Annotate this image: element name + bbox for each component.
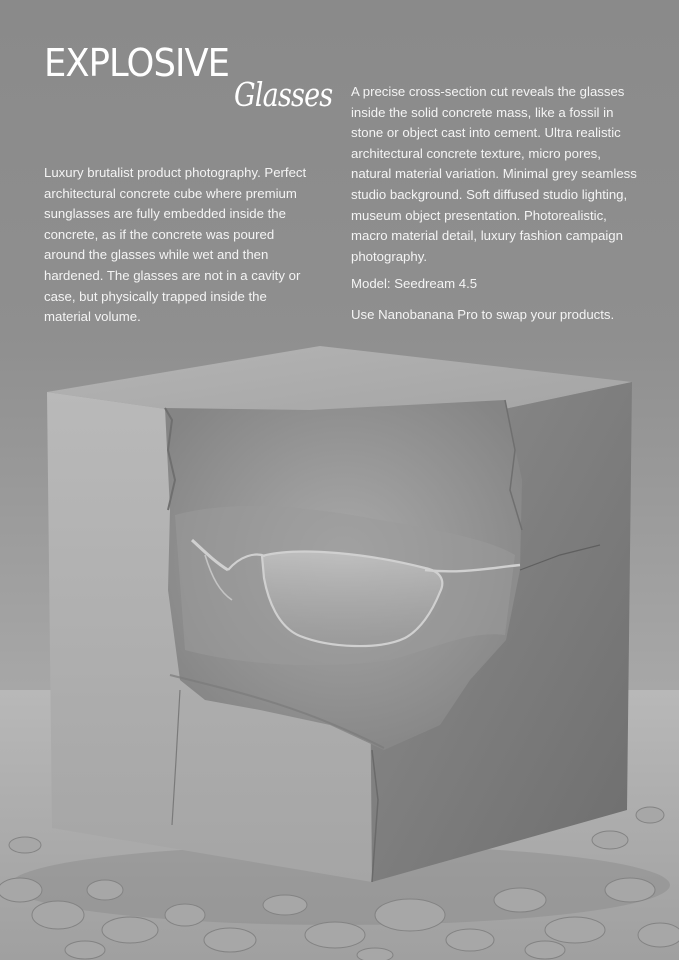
title-explosive: EXPLOSIVE xyxy=(44,41,230,85)
concrete-cube-photo xyxy=(0,330,679,960)
prompt-text-right: A precise cross-section cut reveals the glasses inside the solid concrete mass, like a fossil in stone or object cast into cement. Ultra realistic architectural concrete texture, micro pores, natural material variation. Minimal grey seamless studio background. Soft diffused studio lighting, museum object presentation. Photorealistic, macro material detail, luxury fashion campaign photography. xyxy=(351,84,637,264)
title-glasses: Glasses xyxy=(234,75,333,114)
swap-line: Use Nanobanana Pro to swap your products. xyxy=(351,307,615,322)
model-line: Model: Seedream 4.5 xyxy=(351,276,478,291)
prompt-text-left: Luxury brutalist product photography. Perfect architectural concrete cube where premium sunglasses are fully embedded inside the concrete, as if the concrete was poured around the glasses while wet and then hardened. The glasses are not in a cavity or case, but physically trapped inside the material volume. xyxy=(44,165,307,325)
